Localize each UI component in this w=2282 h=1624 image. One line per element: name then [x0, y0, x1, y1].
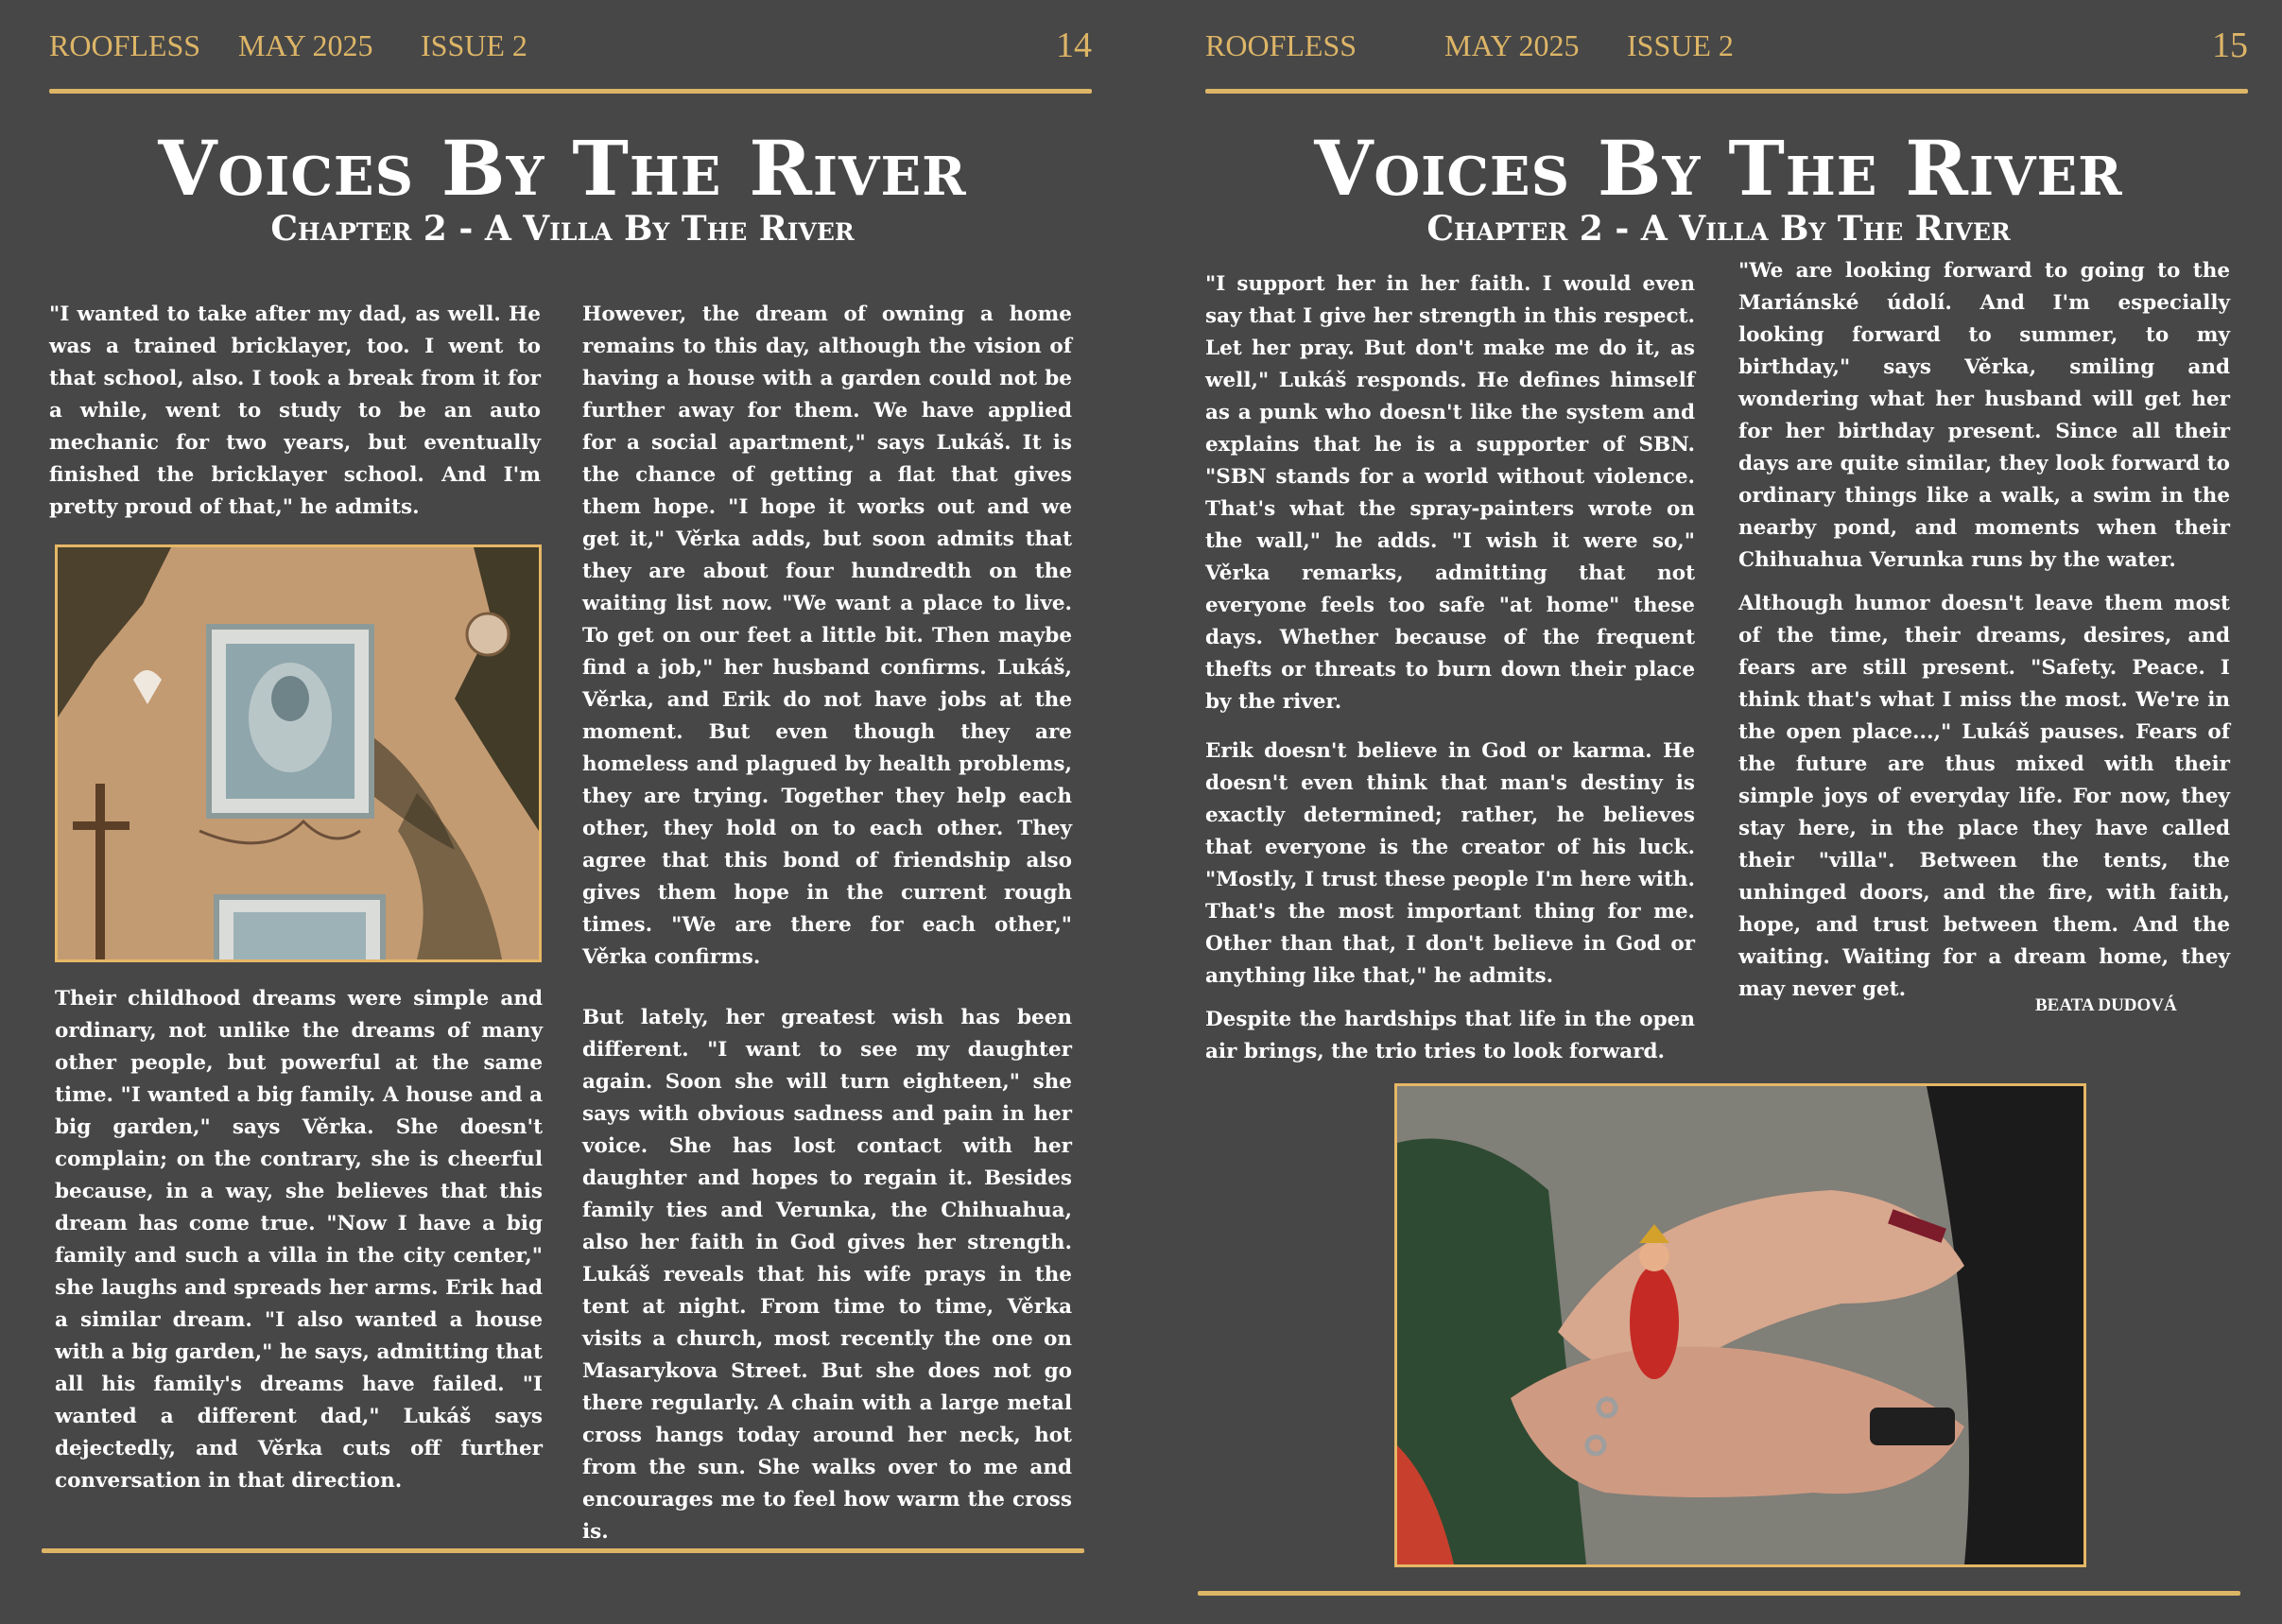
- article-title: Voices By The River: [158, 124, 967, 213]
- issue-number: ISSUE 2: [1627, 28, 1734, 62]
- article-subtitle: Chapter 2 - A Villa By The River: [270, 209, 855, 249]
- paragraph: But lately, her greatest wish has been different. "I want to see my daughter again. Soon she will turn eighteen," she says with obvious sadness and pain in her voice. She has lost contact with her daughter and hopes to regain it. Besides family ties and Verunka, the Chihuahua, also her faith in God gives her strength. Lukáš reveals that his wife prays in the tent at night. From time to time, Věrka visits a church, most recently the one on Masarykova Street. But she does not go there regularly. A chain with a large metal cross hangs today around her neck, hot from the sun. She walks over to me and encourages me to feel how warm the cross is.: [582, 1006, 1072, 1544]
- paragraph: Despite the hardships that life in the open air brings, the trio tries to look forward.: [1205, 1008, 1695, 1063]
- issue-date: MAY 2025: [238, 28, 373, 62]
- page-number: 15: [2212, 26, 2248, 65]
- author-signature: BEATA DUDOVÁ: [2035, 995, 2177, 1015]
- paragraph: Although humor doesn't leave them most of the time, their dreams, desires, and fears are still present. "Safety. Peace. I think that's what I miss the most. We're in the open place...," Lukáš pauses. Fears of the future are thus mixed with their simple joys of everyday life. For now, they stay here, in the place they have called their "villa". Between the tents, the unhinged doors, and the fire, with faith, hope, and trust between them. And the waiting. Waiting for a dream home, they may never get.: [1738, 592, 2230, 1001]
- page-header: [49, 25, 1092, 70]
- issue-date: MAY 2025: [1444, 28, 1580, 62]
- text-column-1: [1205, 268, 1695, 1068]
- paragraph: Their childhood dreams were simple and ordinary, not unlike the dreams of many other people, but powerful at the same time. "I wanted a big family. A house and a big garden," says Věrka. She doesn't complain; on the contrary, she is cheerful because, in a way, she believes that this dream has come true. "Now I have a big family and such a villa in the city center," she laughs and spreads her arms. Erik had a similar dream. "I also wanted a house with a big garden," he says, admitting that all his family's dreams have failed. "I wanted a different dad," Lukáš says dejectedly, and Věrka cuts off further conversation in that direction.: [55, 987, 543, 1493]
- magazine-name: ROOFLESS: [1205, 28, 1357, 62]
- paragraph: However, the dream of owning a home remains to this day, although the vision of having a house with a garden could not be further away for them. We have applied for a social apartment," says Lukáš. It is the chance of getting a flat that gives them hope. "I hope it works out and we get it," Věrka adds, but soon admits that they are about four hundredth on the waiting list now. "We want a place to live. To get on our feet a little bit. Then maybe find a job," her husband confirms. Lukáš, Věrka, and Erik do not have jobs at the moment. But even though they are homeless and plagued by health problems, they are trying. Together they help each other, they hold on to each other. They agree that this bond of friendship also gives them hope in the current rough times. "We are there for each other," Věrka confirms.: [582, 302, 1072, 969]
- left-page: [0, 0, 1097, 1624]
- footer-rule: [1198, 1591, 2240, 1596]
- paragraph: "I wanted to take after my dad, as well. He was a trained bricklayer, too. I went to that school, also. I took a break from it for a while, went to study to be an auto mechanic for two years, but eventually finished the bricklayer school. And I'm pretty proud of that," he admits.: [49, 302, 541, 519]
- paragraph: "We are looking forward to going to the Mariánské údolí. And I'm especially looking forward to summer, to my birthday," says Věrka, smiling and wondering what her husband will get her for her birthday present. Since all their days are quite similar, they look forward to ordinary things like a walk, a swim in the nearby pond, and moments when their Chihuahua Verunka runs by the water.: [1738, 259, 2230, 572]
- text-column-1-continued: [55, 983, 543, 1497]
- text-column-2: [582, 299, 1072, 1548]
- page-header: [1205, 25, 2248, 70]
- article-subtitle: Chapter 2 - A Villa By The River: [1426, 209, 2011, 249]
- article-title: Voices By The River: [1314, 124, 2123, 213]
- text-column-1: [49, 299, 541, 524]
- header-rule: [1205, 89, 2248, 94]
- hands-holding-figurine-illustration: [1397, 1086, 2083, 1564]
- wall-shrine-illustration: [58, 547, 539, 959]
- paragraph: "I support her in her faith. I would even say that I give her strength in this respect. Let her pray. But don't make me do it, as well," Lukáš responds. He defines himself as a punk who doesn't like the system and explains that he is a supporter of SBN. "SBN stands for a world without violence. That's what the spray-painters wrote on the wall," he adds. "I wish it were so," Věrka remarks, admitting that not everyone feels too safe "at home" these days. Whether because of the frequent thefts or threats to burn down their place by the river.: [1205, 272, 1695, 714]
- photo-religious-icons: [55, 544, 542, 962]
- page-number: 14: [1056, 26, 1092, 65]
- header-rule: [49, 89, 1092, 94]
- magazine-name: ROOFLESS: [49, 28, 201, 62]
- issue-number: ISSUE 2: [421, 28, 527, 62]
- paragraph: Erik doesn't believe in God or karma. He doesn't even think that man's destiny is exactly determined; rather, he believes that everyone is the creator of his luck. "Mostly, I trust these people I'm here with. That's the most important thing for me. Other than that, I don't believe in God or anything like that," he admits.: [1205, 739, 1695, 988]
- photo-hands-figurine: [1394, 1083, 2086, 1567]
- footer-rule: [42, 1548, 1084, 1553]
- right-page: [1156, 0, 2253, 1624]
- text-column-2: [1738, 255, 2230, 1006]
